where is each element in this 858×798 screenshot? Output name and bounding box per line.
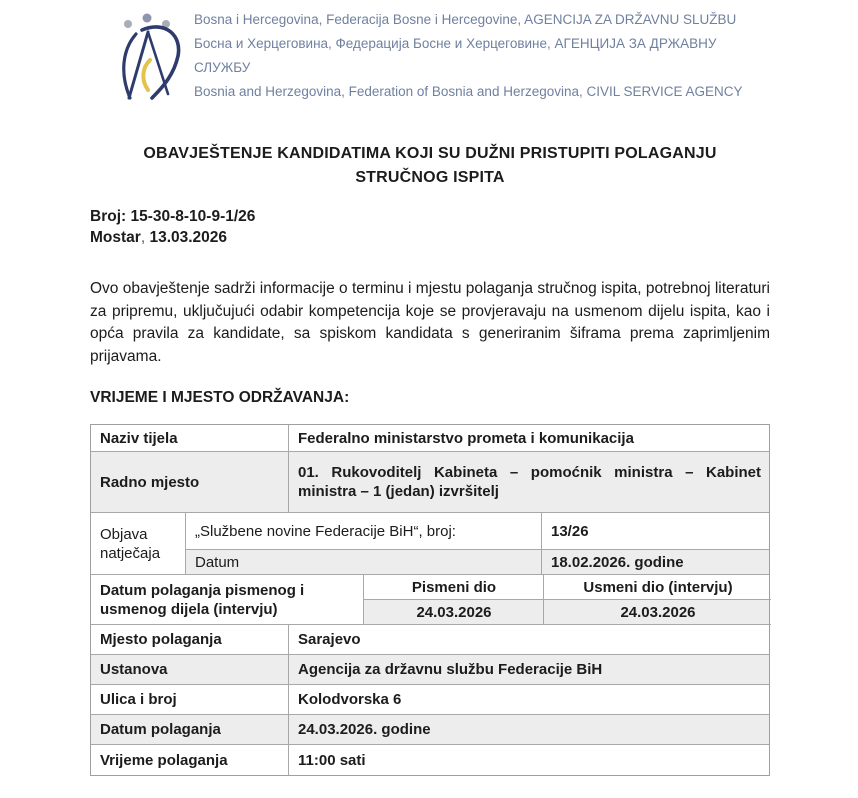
datum-polaganja-label: Datum polaganja <box>91 715 289 745</box>
place-and-date <box>90 227 770 248</box>
table-row-ustanova <box>91 655 769 685</box>
sluzbene-novine-label: „Službene novine Federacije BiH“, broj: <box>186 513 542 550</box>
datum-polaganja-value: 24.03.2026. godine <box>289 715 769 745</box>
table-row-naziv-tijela <box>91 425 769 452</box>
agency-logo-graphic <box>114 12 184 100</box>
document-number: Broj: 15-30-8-10-9-1/26 <box>90 208 256 225</box>
document-title-line1: OBAVJEŠTENJE KANDIDATIMA KOJI SU DUŽNI PRISTUPITI POLAGANJU <box>143 145 717 162</box>
section-heading: VRIJEME I MJESTO ODRŽAVANJA: <box>90 389 350 406</box>
comma: , <box>140 229 146 246</box>
table-row-vrijeme-polaganja <box>91 745 769 775</box>
letterhead-text <box>194 8 770 104</box>
objava-natjecaja-label: Objava natječaja <box>91 513 186 575</box>
table-row-objava-natjecaja <box>91 513 769 575</box>
document-title-line2: STRUČNOG ISPITA <box>355 169 505 186</box>
usmeni-dio-header: Usmeni dio (intervju) <box>544 575 771 600</box>
civil-service-agency-logo-icon <box>114 12 184 100</box>
pismeni-dio-datum: 24.03.2026 <box>364 600 544 625</box>
document-meta <box>90 206 770 248</box>
ulica-i-broj-value: Kolodvorska 6 <box>289 685 769 715</box>
subrow-objava-datum <box>186 550 769 575</box>
pismeni-dio-header: Pismeni dio <box>364 575 544 600</box>
place: Mostar <box>90 229 141 246</box>
objava-datum-label: Datum <box>186 550 542 575</box>
subrow-dio-dates <box>364 600 769 625</box>
subrow-dio-headers <box>364 575 769 600</box>
subrow-sluzbene-novine <box>186 513 769 550</box>
radno-mjesto-label: Radno mjesto <box>91 452 289 513</box>
ulica-i-broj-label: Ulica i broj <box>91 685 289 715</box>
date: 13.03.2026 <box>145 229 228 246</box>
vrijeme-polaganja-value: 11:00 sati <box>298 751 366 769</box>
exam-info-table <box>90 424 770 776</box>
table-row-datum-polaganja <box>91 715 769 745</box>
mjesto-polaganja-label: Mjesto polaganja <box>91 625 289 655</box>
objava-datum-value: 18.02.2026. godine <box>542 550 769 575</box>
letterhead <box>90 8 770 104</box>
letterhead-line-cyrillic: Босна и Херцеговина, Федерација Босне и Херцеговине, АГЕНЦИЈА ЗА ДРЖАВНУ СЛУЖБУ <box>194 36 717 75</box>
letterhead-line-bosnian: Bosna i Hercegovina, Federacija Bosne i Hercegovine, AGENCIJA ZA DRŽAVNU SLUŽBU <box>194 12 737 27</box>
table-row-datum-polaganja-grupa <box>91 575 769 625</box>
table-row-radno-mjesto <box>91 452 769 513</box>
table-row-mjesto-polaganja <box>91 625 769 655</box>
radno-mjesto-value: 01. Rukovoditelj Kabineta – pomoćnik ministra – Kabinet ministra – 1 (jedan) izvršitelj <box>289 452 769 513</box>
letterhead-line-english: Bosnia and Herzegovina, Federation of Bosnia and Herzegovina, CIVIL SERVICE AGENCY <box>194 84 743 99</box>
usmeni-dio-datum: 24.03.2026 <box>544 600 771 625</box>
datum-polaganja-grupa-label: Datum polaganja pismenog i usmenog dijela (intervju) <box>91 575 364 625</box>
objava-subrows <box>186 513 769 575</box>
datum-polaganja-subrows <box>364 575 769 625</box>
table-row-ulica-i-broj <box>91 685 769 715</box>
intro-paragraph: Ovo obavještenje sadrži informacije o terminu i mjestu polaganja stručnog ispita, potrebnoj literaturi za pripremu, uključujući odabir kompetencija koje se provjeravaju na usmenom dijelu ispita, kao i opća pravila za kandidate, sa spiskom kandidata s generiranim šiframa prema zaprimljenim prijavama. <box>90 280 770 365</box>
mjesto-polaganja-value: Sarajevo <box>289 625 769 655</box>
vrijeme-polaganja-label: Vrijeme polaganja <box>91 745 289 775</box>
ustanova-value: Agencija za državnu službu Federacije BiH <box>289 655 769 685</box>
ustanova-label: Ustanova <box>91 655 289 685</box>
naziv-tijela-label: Naziv tijela <box>91 425 289 452</box>
naziv-tijela-value: Federalno ministarstvo prometa i komunikacija <box>289 425 769 452</box>
sluzbene-novine-value: 13/26 <box>542 513 769 550</box>
document-title <box>90 142 770 190</box>
